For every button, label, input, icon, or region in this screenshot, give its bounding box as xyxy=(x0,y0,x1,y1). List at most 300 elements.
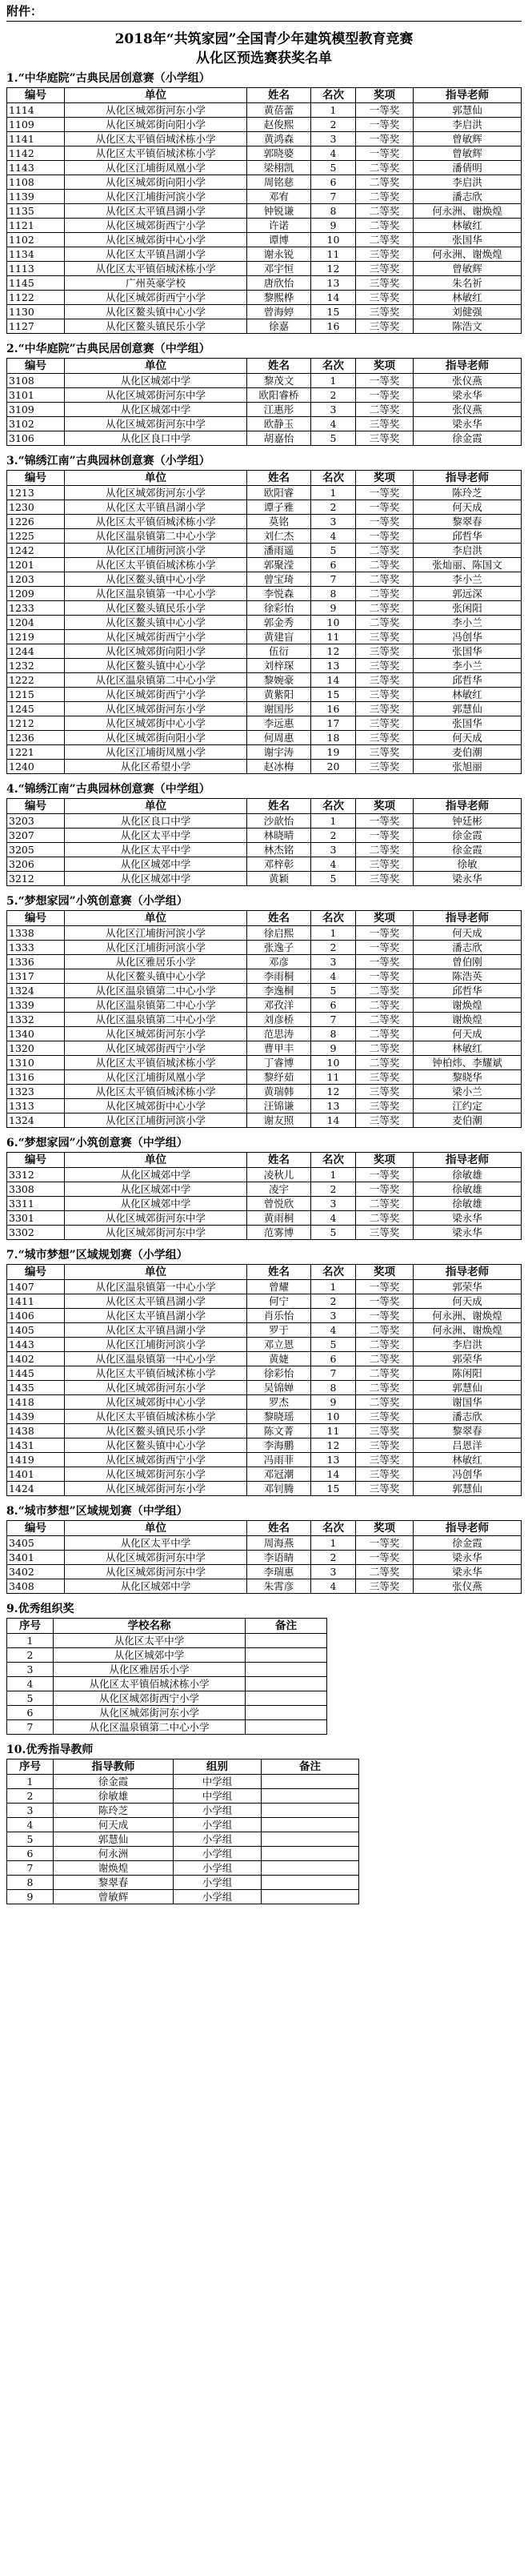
header-cell: 姓名 xyxy=(247,1265,311,1280)
serial-cell: 7 xyxy=(7,1720,54,1735)
table-row xyxy=(7,1551,522,1565)
table-row xyxy=(7,1056,522,1070)
entry-id-cell: 1424 xyxy=(7,1482,65,1496)
entry-id-cell: 1230 xyxy=(7,500,65,515)
school-name-cell: 从化区城郊街中心小学 xyxy=(65,716,247,731)
entry-id-cell: 1139 xyxy=(7,190,65,204)
rank-cell: 11 xyxy=(311,630,356,644)
award-level-cell: 二等奖 xyxy=(356,1056,414,1070)
entry-id-cell: 1233 xyxy=(7,601,65,616)
school-name-cell: 从化区城郊街河东中学 xyxy=(65,388,247,403)
student-name-cell: 冯雨菲 xyxy=(247,1453,311,1467)
rank-cell: 9 xyxy=(311,219,356,233)
advisor-cell: 梁永华 xyxy=(414,1565,522,1579)
entry-id-cell: 1219 xyxy=(7,630,65,644)
remark-cell xyxy=(246,1691,327,1706)
rank-cell: 10 xyxy=(311,233,356,247)
rank-cell: 17 xyxy=(311,716,356,731)
rank-cell: 12 xyxy=(311,1438,356,1453)
advisor-cell: 梁永华 xyxy=(414,872,522,886)
student-name-cell: 胡嘉怡 xyxy=(247,431,311,446)
header-cell: 序号 xyxy=(7,1619,54,1634)
award-level-cell: 二等奖 xyxy=(356,587,414,601)
school-name-cell: 从化区太平镇昌湖小学 xyxy=(65,1309,247,1323)
school-name-cell: 从化区江埔街凤凰小学 xyxy=(65,745,247,760)
advisor-cell: 李启洪 xyxy=(414,1338,522,1352)
header-cell: 编号 xyxy=(7,471,65,486)
remark-cell xyxy=(262,1832,359,1847)
advisor-cell: 徐敏雄 xyxy=(414,1197,522,1211)
award-level-cell: 二等奖 xyxy=(356,204,414,219)
table-row xyxy=(7,857,522,872)
award-level-cell: 一等奖 xyxy=(356,969,414,984)
rank-cell: 5 xyxy=(311,872,356,886)
advisor-cell: 张仪燕 xyxy=(414,1579,522,1594)
rank-cell: 15 xyxy=(311,688,356,702)
header-cell: 奖项 xyxy=(356,88,414,103)
school-name-cell: 从化区太平镇佰城沭栋小学 xyxy=(65,1085,247,1099)
school-name-cell: 从化区温泉镇第二中心小学 xyxy=(54,1720,246,1735)
rank-cell: 7 xyxy=(311,190,356,204)
advisor-cell: 郭荣华 xyxy=(414,1280,522,1294)
school-name-cell: 从化区鳌头镇中心小学 xyxy=(65,572,247,587)
school-name-cell: 从化区城郊街河东中学 xyxy=(65,1211,247,1226)
table-row xyxy=(7,1027,522,1041)
rank-cell: 10 xyxy=(311,1056,356,1070)
entry-id-cell: 3206 xyxy=(7,857,65,872)
rank-cell: 2 xyxy=(311,1182,356,1197)
table-row xyxy=(7,233,522,247)
school-name-cell: 从化区鳌头镇中心小学 xyxy=(65,969,247,984)
award-level-cell: 一等奖 xyxy=(356,500,414,515)
entry-id-cell: 1134 xyxy=(7,247,65,262)
org-award-header-row xyxy=(7,1619,327,1634)
student-name-cell: 曾耀 xyxy=(247,1280,311,1294)
school-name-cell: 从化区江埔街凤凰小学 xyxy=(65,1070,247,1085)
table-row xyxy=(7,1197,522,1211)
student-name-cell: 梁栩凯 xyxy=(247,161,311,175)
rank-cell: 16 xyxy=(311,702,356,716)
rank-cell: 10 xyxy=(311,616,356,630)
award-level-cell: 三等奖 xyxy=(356,247,414,262)
table-row xyxy=(7,558,522,572)
serial-cell: 2 xyxy=(7,1789,54,1804)
entry-id-cell: 3207 xyxy=(7,829,65,843)
advisor-cell: 邱哲华 xyxy=(414,673,522,688)
table-row xyxy=(7,1663,327,1677)
student-name-cell: 欧静玉 xyxy=(247,417,311,431)
entry-id-cell: 1402 xyxy=(7,1352,65,1366)
entry-id-cell: 3212 xyxy=(7,872,65,886)
entry-id-cell: 1141 xyxy=(7,132,65,146)
advisor-cell: 梁永华 xyxy=(414,1551,522,1565)
table-row xyxy=(7,1168,522,1182)
table-row xyxy=(7,1395,522,1410)
org-award-table xyxy=(6,1618,327,1735)
rank-cell: 1 xyxy=(311,814,356,829)
entry-id-cell: 1445 xyxy=(7,1366,65,1381)
student-name-cell: 谢永锐 xyxy=(247,247,311,262)
advisor-cell: 林敏红 xyxy=(414,688,522,702)
header-cell: 姓名 xyxy=(247,799,311,814)
school-name-cell: 从化区城郊中学 xyxy=(65,374,247,388)
student-name-cell: 吴锦婵 xyxy=(247,1381,311,1395)
table-row xyxy=(7,1789,359,1804)
table-row xyxy=(7,103,522,118)
student-name-cell: 徐彩怡 xyxy=(247,1366,311,1381)
student-name-cell: 黄颖 xyxy=(247,872,311,886)
rank-cell: 14 xyxy=(311,1113,356,1128)
remark-cell xyxy=(262,1818,359,1832)
school-name-cell: 从化区江埔街河滨小学 xyxy=(65,926,247,941)
rank-cell: 8 xyxy=(311,1381,356,1395)
award-table xyxy=(6,87,522,334)
award-level-cell: 一等奖 xyxy=(356,955,414,969)
table-row xyxy=(7,1338,522,1352)
table-row xyxy=(7,572,522,587)
table-row xyxy=(7,276,522,291)
school-name-cell: 从化区太平镇昌湖小学 xyxy=(65,1323,247,1338)
school-name-cell: 从化区太平中学 xyxy=(54,1634,246,1648)
table-row xyxy=(7,515,522,529)
table-row xyxy=(7,247,522,262)
remark-cell xyxy=(246,1706,327,1720)
advisor-cell: 冯创华 xyxy=(414,1467,522,1482)
award-level-cell: 三等奖 xyxy=(356,291,414,305)
award-level-cell: 一等奖 xyxy=(356,1280,414,1294)
rank-cell: 1 xyxy=(311,926,356,941)
table-row xyxy=(7,132,522,146)
school-name-cell: 从化区城郊街河东中学 xyxy=(65,1226,247,1240)
entry-id-cell: 3205 xyxy=(7,843,65,857)
entry-id-cell: 1324 xyxy=(7,1113,65,1128)
table-row xyxy=(7,829,522,843)
award-level-cell: 二等奖 xyxy=(356,1381,414,1395)
school-name-cell: 从化区鳌头镇民乐小学 xyxy=(65,1424,247,1438)
serial-cell: 8 xyxy=(7,1876,54,1890)
advisor-cell: 刘健强 xyxy=(414,305,522,319)
school-name-cell: 从化区温泉镇第二中心小学 xyxy=(65,998,247,1013)
award-level-cell: 三等奖 xyxy=(356,702,414,716)
table-row xyxy=(7,745,522,760)
table-row xyxy=(7,219,522,233)
header-cell: 奖项 xyxy=(356,471,414,486)
award-sections xyxy=(6,70,522,1594)
remark-cell xyxy=(262,1861,359,1876)
table-row xyxy=(7,161,522,175)
section-title: 7.“城市梦想”区域规划赛（小学组） xyxy=(6,1249,188,1262)
award-level-cell: 三等奖 xyxy=(356,630,414,644)
award-level-cell: 三等奖 xyxy=(356,659,414,673)
award-level-cell: 三等奖 xyxy=(356,305,414,319)
rank-cell: 7 xyxy=(311,1366,356,1381)
serial-cell: 5 xyxy=(7,1691,54,1706)
table-row xyxy=(7,431,522,446)
school-name-cell: 从化区城郊街西宁小学 xyxy=(65,1041,247,1056)
award-level-cell: 三等奖 xyxy=(356,760,414,774)
remark-cell xyxy=(246,1720,327,1735)
student-name-cell: 谢国彤 xyxy=(247,702,311,716)
entry-id-cell: 1316 xyxy=(7,1070,65,1085)
rank-cell: 7 xyxy=(311,572,356,587)
table-row xyxy=(7,1876,359,1890)
entry-id-cell: 1121 xyxy=(7,219,65,233)
student-name-cell: 朱霄彦 xyxy=(247,1579,311,1594)
school-name-cell: 从化区江埔街河滨小学 xyxy=(65,190,247,204)
entry-id-cell: 3102 xyxy=(7,417,65,431)
rank-cell: 2 xyxy=(311,829,356,843)
school-name-cell: 从化区城郊街河东中学 xyxy=(65,1565,247,1579)
advisor-cell: 麦伯潮 xyxy=(414,1113,522,1128)
advisor-cell: 陈浩文 xyxy=(414,319,522,334)
student-name-cell: 谭博 xyxy=(247,233,311,247)
advisor-cell: 江约定 xyxy=(414,1099,522,1113)
header-cell: 单位 xyxy=(65,1265,247,1280)
student-name-cell: 徐启熙 xyxy=(247,926,311,941)
student-name-cell: 邓孜洋 xyxy=(247,998,311,1013)
serial-cell: 6 xyxy=(7,1847,54,1861)
header-cell: 奖项 xyxy=(356,1153,414,1168)
award-table xyxy=(6,1152,522,1240)
table-row xyxy=(7,926,522,941)
rank-cell: 3 xyxy=(311,403,356,417)
entry-id-cell: 1213 xyxy=(7,486,65,500)
award-table xyxy=(6,358,522,446)
student-name-cell: 李逸桐 xyxy=(247,984,311,998)
advisor-cell: 郭荣华 xyxy=(414,1352,522,1366)
award-level-cell: 二等奖 xyxy=(356,843,414,857)
student-name-cell: 邓宥 xyxy=(247,190,311,204)
advisor-cell: 李启洪 xyxy=(414,118,522,132)
award-level-cell: 二等奖 xyxy=(356,1366,414,1381)
school-name-cell: 从化区江埔街河滨小学 xyxy=(65,1338,247,1352)
table-row xyxy=(7,305,522,319)
student-name-cell: 唐欣怡 xyxy=(247,276,311,291)
student-name-cell: 周海燕 xyxy=(247,1536,311,1551)
document-subtitle: 从化区预选赛获奖名单 xyxy=(196,50,332,66)
entry-id-cell: 1143 xyxy=(7,161,65,175)
school-name-cell: 从化区城郊街西宁小学 xyxy=(65,688,247,702)
advisor-cell: 何永洲、谢焕煌 xyxy=(414,1323,522,1338)
entry-id-cell: 1405 xyxy=(7,1323,65,1338)
entry-id-cell: 1401 xyxy=(7,1467,65,1482)
rank-cell: 13 xyxy=(311,659,356,673)
rank-cell: 9 xyxy=(311,1041,356,1056)
award-level-cell: 三等奖 xyxy=(356,1410,414,1424)
table-row xyxy=(7,1691,327,1706)
serial-cell: 9 xyxy=(7,1890,54,1904)
advisor-cell: 潘志欣 xyxy=(414,190,522,204)
rank-cell: 4 xyxy=(311,1323,356,1338)
table-row xyxy=(7,998,522,1013)
table-header-row xyxy=(7,471,522,486)
rank-cell: 13 xyxy=(311,1099,356,1113)
school-name-cell: 从化区城郊街河东小学 xyxy=(65,1381,247,1395)
school-name-cell: 从化区太平镇佰城沭栋小学 xyxy=(65,132,247,146)
table-row xyxy=(7,731,522,745)
award-level-cell: 三等奖 xyxy=(356,262,414,276)
table-row xyxy=(7,291,522,305)
header-cell: 单位 xyxy=(65,359,247,374)
student-name-cell: 何周惠 xyxy=(247,731,311,745)
student-name-cell: 刘梓琛 xyxy=(247,659,311,673)
award-level-cell: 二等奖 xyxy=(356,403,414,417)
rank-cell: 2 xyxy=(311,118,356,132)
serial-cell: 1 xyxy=(7,1775,54,1789)
entry-id-cell: 1122 xyxy=(7,291,65,305)
remark-cell xyxy=(246,1663,327,1677)
header-cell: 单位 xyxy=(65,799,247,814)
header-cell: 备注 xyxy=(246,1619,327,1634)
award-level-cell: 一等奖 xyxy=(356,1536,414,1551)
award-level-cell: 二等奖 xyxy=(356,175,414,190)
advisor-cell: 林敏红 xyxy=(414,291,522,305)
student-name-cell: 谭子雅 xyxy=(247,500,311,515)
entry-id-cell: 1340 xyxy=(7,1027,65,1041)
rank-cell: 3 xyxy=(311,1309,356,1323)
entry-id-cell: 3311 xyxy=(7,1197,65,1211)
entry-id-cell: 1435 xyxy=(7,1381,65,1395)
award-table xyxy=(6,470,522,774)
school-name-cell: 从化区太平中学 xyxy=(65,843,247,857)
entry-id-cell: 3106 xyxy=(7,431,65,446)
header-cell: 编号 xyxy=(7,359,65,374)
student-name-cell: 郭聚滢 xyxy=(247,558,311,572)
award-level-cell: 三等奖 xyxy=(356,731,414,745)
award-level-cell: 三等奖 xyxy=(356,644,414,659)
table-row xyxy=(7,190,522,204)
rank-cell: 5 xyxy=(311,1226,356,1240)
student-name-cell: 黄鸿森 xyxy=(247,132,311,146)
student-name-cell: 黄婕 xyxy=(247,1352,311,1366)
group-cell: 小学组 xyxy=(174,1861,262,1876)
entry-id-cell: 1209 xyxy=(7,587,65,601)
entry-id-cell: 1204 xyxy=(7,616,65,630)
school-name-cell: 从化区城郊街河东中学 xyxy=(65,417,247,431)
rank-cell: 8 xyxy=(311,587,356,601)
entry-id-cell: 1418 xyxy=(7,1395,65,1410)
table-row xyxy=(7,1804,359,1818)
school-name-cell: 从化区江埔街凤凰小学 xyxy=(65,161,247,175)
section-title: 2.“中华庭院”古典民居创意赛（中学组） xyxy=(6,343,210,355)
entry-id-cell: 1439 xyxy=(7,1410,65,1424)
header-cell: 名次 xyxy=(311,799,356,814)
table-row xyxy=(7,1438,522,1453)
advisor-cell: 邱哲华 xyxy=(414,984,522,998)
entry-id-cell: 1145 xyxy=(7,276,65,291)
advisor-cell: 张仪燕 xyxy=(414,403,522,417)
award-level-cell: 二等奖 xyxy=(356,1323,414,1338)
award-level-cell: 三等奖 xyxy=(356,1579,414,1594)
header-cell: 名次 xyxy=(311,911,356,926)
award-level-cell: 二等奖 xyxy=(356,1041,414,1056)
entry-id-cell: 1407 xyxy=(7,1280,65,1294)
student-name-cell: 邓梓彰 xyxy=(247,857,311,872)
award-level-cell: 二等奖 xyxy=(356,558,414,572)
remark-cell xyxy=(246,1648,327,1663)
school-name-cell: 从化区城郊中学 xyxy=(65,1182,247,1197)
advisor-cell: 黎翠春 xyxy=(414,1424,522,1438)
table-row xyxy=(7,630,522,644)
award-level-cell: 三等奖 xyxy=(356,1226,414,1240)
award-level-cell: 一等奖 xyxy=(356,1294,414,1309)
school-name-cell: 从化区太平镇昌湖小学 xyxy=(65,1294,247,1309)
student-name-cell: 黎晓瑶 xyxy=(247,1410,311,1424)
student-name-cell: 邓冠潮 xyxy=(247,1467,311,1482)
school-name-cell: 从化区城郊中学 xyxy=(65,403,247,417)
table-row xyxy=(7,814,522,829)
school-name-cell: 从化区城郊中学 xyxy=(54,1648,246,1663)
award-level-cell: 二等奖 xyxy=(356,1027,414,1041)
award-level-cell: 二等奖 xyxy=(356,1395,414,1410)
school-name-cell: 从化区城郊街河东小学 xyxy=(65,103,247,118)
student-name-cell: 郭晓婆 xyxy=(247,146,311,161)
table-row xyxy=(7,1536,522,1551)
school-name-cell: 从化区城郊街西宁小学 xyxy=(54,1691,246,1706)
award-level-cell: 三等奖 xyxy=(356,1070,414,1085)
table-header-row xyxy=(7,799,522,814)
header-cell: 奖项 xyxy=(356,1265,414,1280)
award-level-cell: 一等奖 xyxy=(356,829,414,843)
teacher-name-cell: 黎翠春 xyxy=(54,1876,174,1890)
rank-cell: 4 xyxy=(311,146,356,161)
school-name-cell: 从化区温泉镇第二中心小学 xyxy=(65,673,247,688)
section-title: 5.“梦想家园”小筑创意赛（小学组） xyxy=(6,895,188,908)
table-row xyxy=(7,374,522,388)
student-name-cell: 陈文菁 xyxy=(247,1424,311,1438)
student-name-cell: 刘仁杰 xyxy=(247,529,311,544)
group-cell: 小学组 xyxy=(174,1847,262,1861)
entry-id-cell: 3203 xyxy=(7,814,65,829)
school-name-cell: 从化区城郊街西宁小学 xyxy=(65,1453,247,1467)
school-name-cell: 从化区良口中学 xyxy=(65,814,247,829)
student-name-cell: 李海鹏 xyxy=(247,1438,311,1453)
remark-cell xyxy=(262,1847,359,1861)
award-level-cell: 三等奖 xyxy=(356,1424,414,1438)
student-name-cell: 黄建盲 xyxy=(247,630,311,644)
table-row xyxy=(7,1706,327,1720)
table-row xyxy=(7,1847,359,1861)
rank-cell: 4 xyxy=(311,857,356,872)
school-name-cell: 从化区城郊街西宁小学 xyxy=(65,291,247,305)
header-cell: 编号 xyxy=(7,911,65,926)
rank-cell: 9 xyxy=(311,601,356,616)
table-row xyxy=(7,1113,522,1128)
table-row xyxy=(7,1424,522,1438)
student-name-cell: 范雾博 xyxy=(247,1226,311,1240)
entry-id-cell: 1438 xyxy=(7,1424,65,1438)
student-name-cell: 邓钊腾 xyxy=(247,1482,311,1496)
advisor-cell: 潘志欣 xyxy=(414,941,522,955)
header-cell: 姓名 xyxy=(247,1521,311,1536)
section-title: 3.“锦绣江南”古典园林创意赛（小学组） xyxy=(6,455,210,467)
serial-cell: 6 xyxy=(7,1706,54,1720)
rank-cell: 5 xyxy=(311,161,356,175)
teacher-name-cell: 郭慧仙 xyxy=(54,1832,174,1847)
advisor-cell: 邱哲华 xyxy=(414,529,522,544)
table-row xyxy=(7,1041,522,1056)
advisor-cell: 张国华 xyxy=(414,233,522,247)
rank-cell: 12 xyxy=(311,644,356,659)
table-row xyxy=(7,1352,522,1366)
advisor-cell: 何天成 xyxy=(414,926,522,941)
entry-id-cell: 3402 xyxy=(7,1565,65,1579)
entry-id-cell: 1236 xyxy=(7,731,65,745)
advisor-cell: 钟柏炜、李耀斌 xyxy=(414,1056,522,1070)
table-header-row xyxy=(7,88,522,103)
advisor-cell: 徐敏雄 xyxy=(414,1168,522,1182)
entry-id-cell: 1221 xyxy=(7,745,65,760)
